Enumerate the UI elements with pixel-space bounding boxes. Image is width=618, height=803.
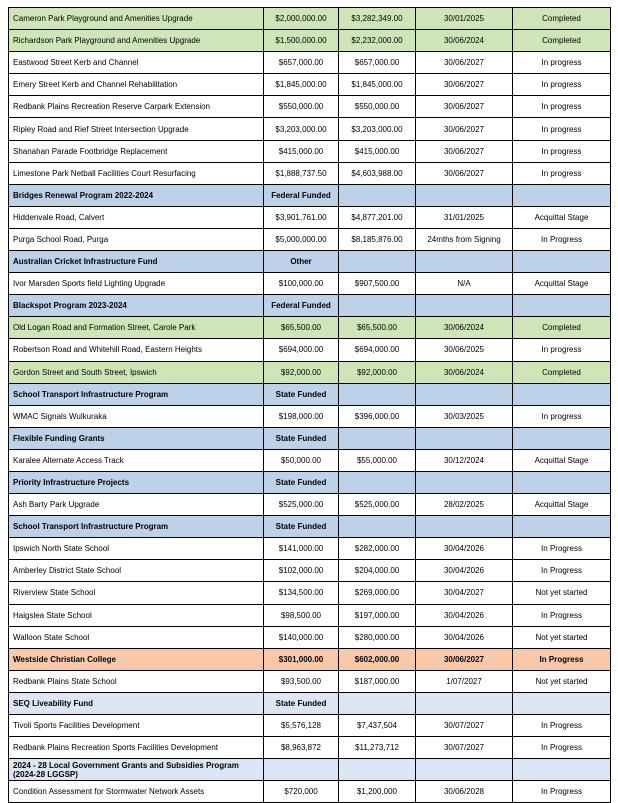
funding-amount: $657,000.00 — [264, 52, 339, 74]
funding-source: Federal Funded — [264, 295, 339, 317]
section-header-row — [9, 251, 611, 273]
project-row — [9, 273, 611, 295]
project-status: In progress — [513, 140, 611, 162]
project-row — [9, 582, 611, 604]
funding-amount: $100,000.00 — [264, 273, 339, 295]
project-status: In progress — [513, 118, 611, 140]
empty-cell — [416, 759, 513, 781]
funding-amount: $5,576,128 — [264, 715, 339, 737]
total-project-cost: $550,000.00 — [339, 96, 416, 118]
total-project-cost: $525,000.00 — [339, 494, 416, 516]
project-row — [9, 361, 611, 383]
funding-amount: $134,500.00 — [264, 582, 339, 604]
total-project-cost: $269,000.00 — [339, 582, 416, 604]
total-project-cost: $657,000.00 — [339, 52, 416, 74]
project-name: Westside Christian College — [9, 648, 264, 670]
project-row — [9, 162, 611, 184]
empty-cell — [339, 295, 416, 317]
completion-date: 30/06/2027 — [416, 648, 513, 670]
funding-source — [264, 759, 339, 781]
funding-amount: $50,000.00 — [264, 449, 339, 471]
project-status: In progress — [513, 52, 611, 74]
project-name: Condition Assessment for Stormwater Network Assets — [9, 781, 264, 803]
funding-amount: $720,000 — [264, 781, 339, 803]
project-row — [9, 405, 611, 427]
empty-cell — [339, 759, 416, 781]
project-row — [9, 317, 611, 339]
section-header-row — [9, 427, 611, 449]
empty-cell — [416, 471, 513, 493]
project-name: Haigslea State School — [9, 604, 264, 626]
funding-amount: $1,845,000.00 — [264, 74, 339, 96]
empty-cell — [513, 759, 611, 781]
empty-cell — [416, 692, 513, 714]
project-name: Richardson Park Playground and Amenities Upgrade — [9, 30, 264, 52]
project-row — [9, 52, 611, 74]
completion-date: 30/06/2028 — [416, 781, 513, 803]
project-name: Cameron Park Playground and Amenities Upgrade — [9, 8, 264, 30]
section-header-row — [9, 295, 611, 317]
project-name: Emery Street Kerb and Channel Rehabilitation — [9, 74, 264, 96]
funding-amount: $3,901,761.00 — [264, 206, 339, 228]
funding-amount: $1,500,000.00 — [264, 30, 339, 52]
total-project-cost: $1,845,000.00 — [339, 74, 416, 96]
empty-cell — [416, 251, 513, 273]
completion-date: 30/04/2026 — [416, 560, 513, 582]
project-name: Limestone Park Netball Facilities Court Resurfacing — [9, 162, 264, 184]
total-project-cost: $282,000.00 — [339, 538, 416, 560]
section-title: Flexible Funding Grants — [9, 427, 264, 449]
completion-date: 30/06/2025 — [416, 339, 513, 361]
total-project-cost: $92,000.00 — [339, 361, 416, 383]
project-name: Karalee Alternate Access Track — [9, 449, 264, 471]
empty-cell — [416, 516, 513, 538]
empty-cell — [339, 184, 416, 206]
funding-amount: $8,963,872 — [264, 737, 339, 759]
funding-amount: $694,000.00 — [264, 339, 339, 361]
total-project-cost: $8,185,876.00 — [339, 228, 416, 250]
funding-amount: $525,000.00 — [264, 494, 339, 516]
project-status: In Progress — [513, 648, 611, 670]
funding-source: Federal Funded — [264, 184, 339, 206]
completion-date: 30/07/2027 — [416, 715, 513, 737]
project-status: In progress — [513, 96, 611, 118]
funding-source: State Funded — [264, 383, 339, 405]
project-name: Hiddenvale Road, Calvert — [9, 206, 264, 228]
project-row — [9, 206, 611, 228]
section-title: School Transport Infrastructure Program — [9, 383, 264, 405]
total-project-cost: $197,000.00 — [339, 604, 416, 626]
empty-cell — [339, 251, 416, 273]
section-title: Australian Cricket Infrastructure Fund — [9, 251, 264, 273]
project-name: Shanahan Parade Footbridge Replacement — [9, 140, 264, 162]
funding-amount: $198,000.00 — [264, 405, 339, 427]
project-name: WMAC Signals Wulkuraka — [9, 405, 264, 427]
projects-table — [8, 7, 611, 803]
completion-date: 30/12/2024 — [416, 449, 513, 471]
project-name: Robertson Road and Whitehill Road, Eastern Heights — [9, 339, 264, 361]
project-row — [9, 715, 611, 737]
project-row — [9, 604, 611, 626]
project-status: In Progress — [513, 538, 611, 560]
project-row — [9, 30, 611, 52]
project-status: In Progress — [513, 228, 611, 250]
project-row — [9, 626, 611, 648]
funding-amount: $3,203,000.00 — [264, 118, 339, 140]
completion-date: 30/06/2024 — [416, 361, 513, 383]
completion-date: 30/04/2027 — [416, 582, 513, 604]
project-row — [9, 538, 611, 560]
total-project-cost: $1,200,000 — [339, 781, 416, 803]
completion-date: 30/06/2027 — [416, 96, 513, 118]
section-header-row — [9, 516, 611, 538]
completion-date: 30/04/2026 — [416, 626, 513, 648]
empty-cell — [513, 383, 611, 405]
total-project-cost: $4,603,988.00 — [339, 162, 416, 184]
completion-date: 30/06/2027 — [416, 162, 513, 184]
project-status: Acquittal Stage — [513, 449, 611, 471]
total-project-cost: $187,000.00 — [339, 670, 416, 692]
total-project-cost: $907,500.00 — [339, 273, 416, 295]
empty-cell — [339, 427, 416, 449]
project-name: Riverview State School — [9, 582, 264, 604]
project-status: Completed — [513, 361, 611, 383]
project-status: In Progress — [513, 560, 611, 582]
total-project-cost: $3,203,000.00 — [339, 118, 416, 140]
project-status: Not yet started — [513, 582, 611, 604]
funding-amount: $141,000.00 — [264, 538, 339, 560]
project-status: Not yet started — [513, 670, 611, 692]
project-name: Redbank Plains Recreation Reserve Carpark Extension — [9, 96, 264, 118]
project-name: Ash Barty Park Upgrade — [9, 494, 264, 516]
funding-amount: $65,500.00 — [264, 317, 339, 339]
funding-amount: $140,000.00 — [264, 626, 339, 648]
funding-source: State Funded — [264, 427, 339, 449]
project-row — [9, 118, 611, 140]
project-row — [9, 140, 611, 162]
funding-amount: $550,000.00 — [264, 96, 339, 118]
project-row — [9, 560, 611, 582]
project-status: In Progress — [513, 604, 611, 626]
completion-date: 30/06/2027 — [416, 52, 513, 74]
completion-date: 30/06/2024 — [416, 30, 513, 52]
completion-date: N/A — [416, 273, 513, 295]
project-status: Completed — [513, 30, 611, 52]
funding-amount: $92,000.00 — [264, 361, 339, 383]
completion-date: 30/04/2026 — [416, 538, 513, 560]
funding-amount: $415,000.00 — [264, 140, 339, 162]
funding-amount: $98,500.00 — [264, 604, 339, 626]
total-project-cost: $11,273,712 — [339, 737, 416, 759]
project-row — [9, 648, 611, 670]
section-title: Bridges Renewal Program 2022-2024 — [9, 184, 264, 206]
empty-cell — [416, 427, 513, 449]
project-status: In progress — [513, 339, 611, 361]
total-project-cost: $204,000.00 — [339, 560, 416, 582]
funding-source: State Funded — [264, 471, 339, 493]
empty-cell — [416, 295, 513, 317]
empty-cell — [513, 471, 611, 493]
funding-source: Other — [264, 251, 339, 273]
project-row — [9, 8, 611, 30]
completion-date: 30/04/2026 — [416, 604, 513, 626]
project-status: Completed — [513, 8, 611, 30]
section-header-row — [9, 184, 611, 206]
project-name: Redbank Plains State School — [9, 670, 264, 692]
project-status: In Progress — [513, 781, 611, 803]
empty-cell — [513, 184, 611, 206]
project-name: Eastwood Street Kerb and Channel — [9, 52, 264, 74]
empty-cell — [513, 295, 611, 317]
empty-cell — [513, 516, 611, 538]
funding-source: State Funded — [264, 692, 339, 714]
project-row — [9, 228, 611, 250]
project-row — [9, 74, 611, 96]
section-header-row — [9, 692, 611, 714]
project-status: In Progress — [513, 715, 611, 737]
funding-amount: $93,500.00 — [264, 670, 339, 692]
completion-date: 30/07/2027 — [416, 737, 513, 759]
completion-date: 31/01/2025 — [416, 206, 513, 228]
project-name: Old Logan Road and Formation Street, Carole Park — [9, 317, 264, 339]
project-row — [9, 670, 611, 692]
section-header-row — [9, 383, 611, 405]
project-name: Ivor Marsden Sports field Lighting Upgrade — [9, 273, 264, 295]
project-name: Ripley Road and Rief Street Intersection Upgrade — [9, 118, 264, 140]
project-status: Acquittal Stage — [513, 273, 611, 295]
total-project-cost: $694,000.00 — [339, 339, 416, 361]
total-project-cost: $415,000.00 — [339, 140, 416, 162]
completion-date: 1/07/2027 — [416, 670, 513, 692]
project-status: Acquittal Stage — [513, 206, 611, 228]
projects-table-body — [9, 8, 611, 803]
project-status: In progress — [513, 405, 611, 427]
total-project-cost: $2,232,000.00 — [339, 30, 416, 52]
total-project-cost: $65,500.00 — [339, 317, 416, 339]
total-project-cost: $55,000.00 — [339, 449, 416, 471]
project-status: In Progress — [513, 737, 611, 759]
project-status: In progress — [513, 74, 611, 96]
total-project-cost: $3,282,349.00 — [339, 8, 416, 30]
completion-date: 30/06/2027 — [416, 74, 513, 96]
project-status: In progress — [513, 162, 611, 184]
total-project-cost: $602,000.00 — [339, 648, 416, 670]
section-header-row — [9, 471, 611, 493]
total-project-cost: $4,877,201.00 — [339, 206, 416, 228]
funding-amount: $301,000.00 — [264, 648, 339, 670]
total-project-cost: $280,000.00 — [339, 626, 416, 648]
empty-cell — [513, 427, 611, 449]
empty-cell — [339, 516, 416, 538]
empty-cell — [513, 251, 611, 273]
completion-date: 30/06/2024 — [416, 317, 513, 339]
project-row — [9, 737, 611, 759]
empty-cell — [416, 184, 513, 206]
empty-cell — [339, 471, 416, 493]
project-row — [9, 339, 611, 361]
project-name: Amberley District State School — [9, 560, 264, 582]
completion-date: 24mths from Signing — [416, 228, 513, 250]
section-header-row — [9, 759, 611, 781]
total-project-cost: $396,000.00 — [339, 405, 416, 427]
section-title: Priority Infrastructure Projects — [9, 471, 264, 493]
empty-cell — [513, 692, 611, 714]
project-name: Purga School Road, Purga — [9, 228, 264, 250]
section-title: SEQ Liveability Fund — [9, 692, 264, 714]
project-row — [9, 494, 611, 516]
project-status: Not yet started — [513, 626, 611, 648]
project-status: Completed — [513, 317, 611, 339]
completion-date: 30/01/2025 — [416, 8, 513, 30]
project-status: Acquittal Stage — [513, 494, 611, 516]
project-row — [9, 781, 611, 803]
project-name: Walloon State School — [9, 626, 264, 648]
completion-date: 30/03/2025 — [416, 405, 513, 427]
completion-date: 30/06/2027 — [416, 140, 513, 162]
completion-date: 30/06/2027 — [416, 118, 513, 140]
project-name: Gordon Street and South Street, Ipswich — [9, 361, 264, 383]
project-name: Ipswich North State School — [9, 538, 264, 560]
empty-cell — [339, 383, 416, 405]
section-title: 2024 - 28 Local Government Grants and Subsidies Program (2024-28 LGGSP) — [9, 759, 264, 781]
completion-date: 28/02/2025 — [416, 494, 513, 516]
empty-cell — [416, 383, 513, 405]
total-project-cost: $7,437,504 — [339, 715, 416, 737]
project-row — [9, 96, 611, 118]
project-row — [9, 449, 611, 471]
empty-cell — [339, 692, 416, 714]
project-name: Redbank Plains Recreation Sports Facilities Development — [9, 737, 264, 759]
funding-source: State Funded — [264, 516, 339, 538]
funding-amount: $1,888,737.50 — [264, 162, 339, 184]
section-title: Blackspot Program 2023-2024 — [9, 295, 264, 317]
project-name: Tivoli Sports Facilities Development — [9, 715, 264, 737]
funding-amount: $102,000.00 — [264, 560, 339, 582]
funding-amount: $5,000,000.00 — [264, 228, 339, 250]
funding-amount: $2,000,000.00 — [264, 8, 339, 30]
section-title: School Transport Infrastructure Program — [9, 516, 264, 538]
